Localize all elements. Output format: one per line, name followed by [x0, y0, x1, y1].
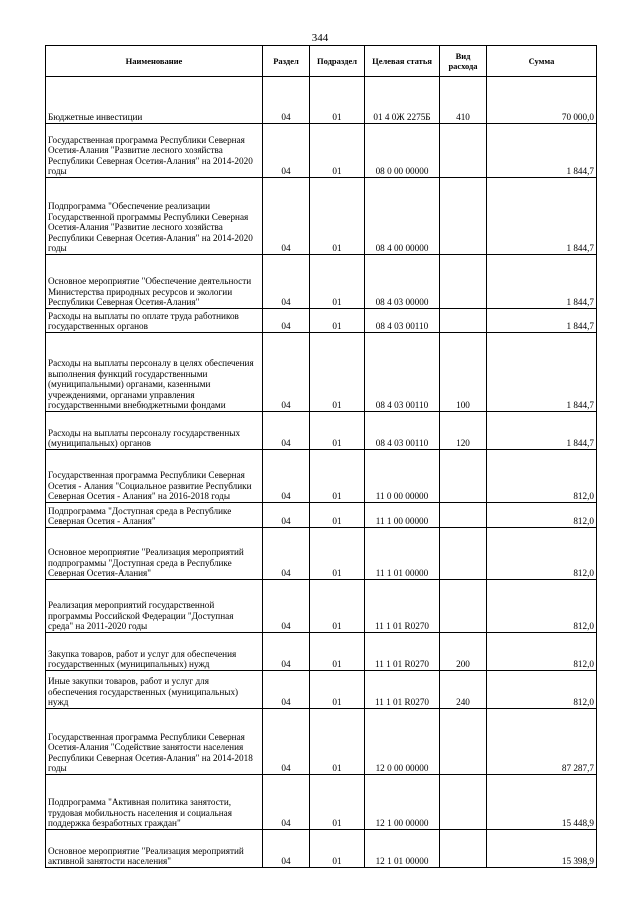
row-section: 04 — [263, 178, 310, 255]
row-subsection: 01 — [310, 775, 365, 830]
row-section: 04 — [263, 633, 310, 671]
header-target: Целевая статья — [365, 46, 440, 77]
row-target: 12 1 00 00000 — [365, 775, 440, 830]
row-amount: 812,0 — [487, 671, 597, 709]
row-target: 08 0 00 00000 — [365, 124, 440, 178]
row-subsection: 01 — [310, 450, 365, 503]
row-section: 04 — [263, 709, 310, 775]
row-target: 11 1 01 00000 — [365, 528, 440, 580]
row-subsection: 01 — [310, 709, 365, 775]
row-target: 11 1 01 R0270 — [365, 633, 440, 671]
row-target: 11 0 00 00000 — [365, 450, 440, 503]
row-expense-type — [440, 255, 487, 309]
table-row — [46, 503, 597, 528]
row-subsection: 01 — [310, 830, 365, 868]
row-expense-type — [440, 580, 487, 633]
row-section: 04 — [263, 412, 310, 450]
row-name: Государственная программа Республики Северная Осетия-Алания "Развитие лесного хозяйства Республики Северная Осетия-Алания" на 2014-2020 годы — [46, 124, 263, 178]
row-amount: 1 844,7 — [487, 178, 597, 255]
row-section: 04 — [263, 528, 310, 580]
row-section: 04 — [263, 775, 310, 830]
row-expense-type — [440, 709, 487, 775]
row-subsection: 01 — [310, 77, 365, 124]
row-name: Основное мероприятие "Реализация мероприятий активной занятости населения" — [46, 830, 263, 868]
row-section: 04 — [263, 671, 310, 709]
row-name: Основное мероприятие "Обеспечение деятельности Министерства природных ресурсов и экологии Республики Северная Осетия-Алания" — [46, 255, 263, 309]
row-section: 04 — [263, 450, 310, 503]
table-row — [46, 633, 597, 671]
row-amount: 70 000,0 — [487, 77, 597, 124]
row-amount: 812,0 — [487, 633, 597, 671]
row-subsection: 01 — [310, 671, 365, 709]
row-name: Иные закупки товаров, работ и услуг для обеспечения государственных (муниципальных) нужд — [46, 671, 263, 709]
row-target: 11 1 01 R0270 — [365, 580, 440, 633]
row-name: Государственная программа Республики Северная Осетия-Алания "Содействие занятости населения Республики Северная Осетия-Алания" на 2014-2018 годы — [46, 709, 263, 775]
header-section: Раздел — [263, 46, 310, 77]
row-target: 11 1 00 00000 — [365, 503, 440, 528]
table-row — [46, 255, 597, 309]
table-row — [46, 830, 597, 868]
row-amount: 1 844,7 — [487, 255, 597, 309]
row-amount: 812,0 — [487, 580, 597, 633]
row-target: 08 4 00 00000 — [365, 178, 440, 255]
table-row — [46, 580, 597, 633]
row-amount: 812,0 — [487, 503, 597, 528]
page-number: 344 — [311, 32, 329, 44]
row-amount: 812,0 — [487, 528, 597, 580]
header-name: Наименование — [46, 46, 263, 77]
row-amount: 15 448,9 — [487, 775, 597, 830]
row-expense-type: 410 — [440, 77, 487, 124]
table-row — [46, 333, 597, 412]
row-expense-type — [440, 309, 487, 333]
row-amount: 1 844,7 — [487, 412, 597, 450]
row-section: 04 — [263, 309, 310, 333]
row-subsection: 01 — [310, 333, 365, 412]
row-target: 08 4 03 00000 — [365, 255, 440, 309]
row-expense-type — [440, 124, 487, 178]
row-subsection: 01 — [310, 528, 365, 580]
row-section: 04 — [263, 77, 310, 124]
row-amount: 1 844,7 — [487, 333, 597, 412]
row-name: Основное мероприятие "Реализация мероприятий подпрограммы "Доступная среда в Республике Северная Осетия-Алания" — [46, 528, 263, 580]
table-row — [46, 709, 597, 775]
row-target: 01 4 0Ж 2275Б — [365, 77, 440, 124]
row-amount: 1 844,7 — [487, 309, 597, 333]
table-row — [46, 528, 597, 580]
table-row — [46, 450, 597, 503]
row-name: Подпрограмма "Обеспечение реализации Государственной программы Республики Северная Осетия-Алания "Развитие лесного хозяйства Республики Северная Осетия-Алания" на 2014-2020 годы — [46, 178, 263, 255]
header-subsection: Подраздел — [310, 46, 365, 77]
row-name: Подпрограмма "Активная политика занятости, трудовая мобильность населения и социальная поддержка безработных граждан" — [46, 775, 263, 830]
table-row — [46, 124, 597, 178]
row-subsection: 01 — [310, 580, 365, 633]
header-expense-type: Вид расхода — [440, 46, 487, 77]
row-amount: 1 844,7 — [487, 124, 597, 178]
table-row — [46, 775, 597, 830]
row-subsection: 01 — [310, 309, 365, 333]
row-section: 04 — [263, 255, 310, 309]
row-target: 08 4 03 00110 — [365, 309, 440, 333]
row-target: 12 1 01 00000 — [365, 830, 440, 868]
row-expense-type — [440, 775, 487, 830]
row-section: 04 — [263, 333, 310, 412]
row-section: 04 — [263, 503, 310, 528]
row-name: Расходы на выплаты персоналу государственных (муниципальных) органов — [46, 412, 263, 450]
row-name: Бюджетные инвестиции — [46, 77, 263, 124]
row-expense-type: 240 — [440, 671, 487, 709]
row-target: 11 1 01 R0270 — [365, 671, 440, 709]
row-subsection: 01 — [310, 178, 365, 255]
row-name: Государственная программа Республики Северная Осетия - Алания "Социальное развитие Республики Северная Осетия - Алания" на 2016-2018 годы — [46, 450, 263, 503]
row-expense-type — [440, 503, 487, 528]
row-name: Подпрограмма "Доступная среда в Республике Северная Осетия - Алания" — [46, 503, 263, 528]
row-section: 04 — [263, 580, 310, 633]
row-subsection: 01 — [310, 503, 365, 528]
row-name: Расходы на выплаты персоналу в целях обеспечения выполнения функций государственными (муниципальными) органами, казенными учреждениями, органами управления государственными внебюджетными фондами — [46, 333, 263, 412]
row-expense-type — [440, 450, 487, 503]
header-amount: Сумма — [487, 46, 597, 77]
row-target: 08 4 03 00110 — [365, 333, 440, 412]
row-amount: 87 287,7 — [487, 709, 597, 775]
row-expense-type: 200 — [440, 633, 487, 671]
budget-table — [45, 45, 597, 868]
row-amount: 15 398,9 — [487, 830, 597, 868]
row-subsection: 01 — [310, 255, 365, 309]
row-expense-type — [440, 528, 487, 580]
table-row — [46, 309, 597, 333]
table-row — [46, 178, 597, 255]
row-target: 12 0 00 00000 — [365, 709, 440, 775]
row-name: Реализация мероприятий государственной программы Российской Федерации "Доступная среда" на 2011-2020 годы — [46, 580, 263, 633]
row-section: 04 — [263, 124, 310, 178]
row-subsection: 01 — [310, 412, 365, 450]
row-subsection: 01 — [310, 124, 365, 178]
row-expense-type: 100 — [440, 333, 487, 412]
row-name: Закупка товаров, работ и услуг для обеспечения государственных (муниципальных) нужд — [46, 633, 263, 671]
row-expense-type — [440, 830, 487, 868]
row-name: Расходы на выплаты по оплате труда работников государственных органов — [46, 309, 263, 333]
row-subsection: 01 — [310, 633, 365, 671]
row-expense-type: 120 — [440, 412, 487, 450]
table-row — [46, 412, 597, 450]
table-row — [46, 671, 597, 709]
row-section: 04 — [263, 830, 310, 868]
row-expense-type — [440, 178, 487, 255]
table-header-row — [46, 46, 597, 77]
table-row — [46, 77, 597, 124]
row-target: 08 4 03 00110 — [365, 412, 440, 450]
row-amount: 812,0 — [487, 450, 597, 503]
